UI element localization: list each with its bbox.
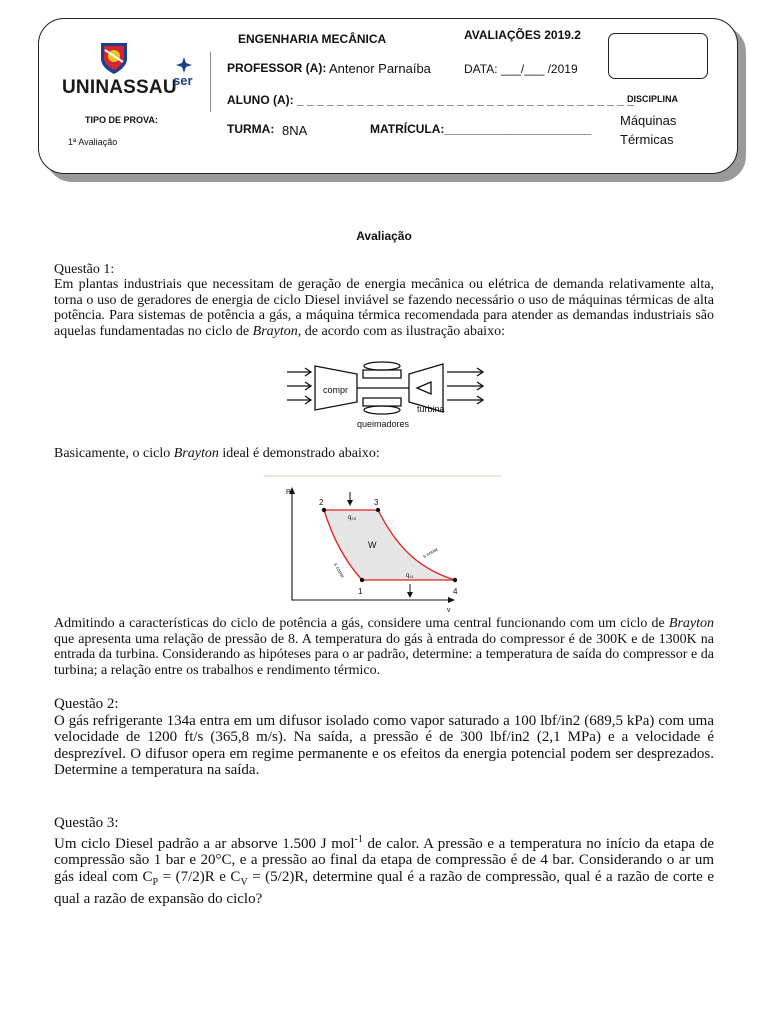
question-3-text (54, 832, 714, 907)
q41-label: q41 (406, 573, 414, 579)
q1-p1-text-end: , de acordo com as ilustração abaixo: (297, 323, 505, 339)
discipline-label: DISCIPLINA (627, 94, 679, 104)
exam-type-value: 1ª Avaliação (68, 137, 118, 147)
axis-v-label: v (447, 607, 451, 614)
discipline-line-1: Máquinas (620, 113, 677, 128)
exam-type-label: TIPO DE PROVA: (85, 115, 158, 125)
class-value: 8NA (282, 123, 308, 138)
brayton-pv-diagram (262, 474, 507, 619)
compressor-label: compr (323, 385, 349, 395)
q1-p1-text: Em plantas industriais que necessitam de geração de energia mecânica ou elétrica de demanda relativamente alta, torna o uso de geradores de energia de ciclo Diesel inviável se fazendo necessário o uso de máquinas térmicas de alta potência. Para sistemas de potência a gás, a máquina térmica recomendada para atender as demandas industriais são aquelas fundamentadas no ciclo de (54, 277, 714, 339)
discipline-code-box (608, 33, 708, 79)
q3-cp-subscript: P (152, 876, 159, 888)
axis-p-label: P (286, 489, 291, 496)
q1-p3-italic: Brayton (668, 616, 714, 631)
q3-text-1: Um ciclo Diesel padrão a ar absorve 1.500 J mol (54, 836, 355, 852)
turbine-label: turbina (417, 404, 445, 414)
point-1-label: 1 (358, 587, 363, 596)
q1-p2-italic: Brayton (173, 446, 219, 461)
exam-header (38, 18, 738, 174)
work-label: W (368, 540, 377, 550)
course-title: ENGENHARIA MECÂNICA (238, 32, 387, 46)
question-2-text: O gás refrigerante 134a entra em um difusor isolado como vapor saturado a 100 lbf/in2 (689,5 kPa) com uma velocidade de 1200 ft/s (365,8 m/s). Na saída, a pressão é de 300 lbf/in2 (2,1 MPa) e a velocidade é desprezível. O difusor opera em regime permanente e os efeitos da energia potencial podem ser desprezados. Determine a temperatura na saída. (54, 713, 714, 778)
q1-p2-text-end: ideal é demonstrado abaixo: (218, 446, 380, 461)
institution-name: UNINASSAU (62, 77, 177, 98)
professor-name: Antenor Parnaíba (329, 61, 431, 76)
q1-p3-text: Admitindo a características do ciclo de potência a gás, considere uma central funcionando com um ciclo de (54, 616, 669, 631)
q3-mol-exponent: -1 (354, 834, 363, 845)
isentropic-compression-label: s const (332, 562, 345, 579)
class-label: TURMA: (227, 122, 275, 136)
date-field[interactable]: DATA: ___/___ /2019 (464, 62, 578, 76)
professor-label: PROFESSOR (A): (227, 61, 327, 75)
question-2-label: Questão 2: (54, 696, 119, 712)
q1-p2-text: Basicamente, o ciclo (54, 446, 174, 461)
gas-turbine-schematic (285, 360, 490, 430)
question-3-label: Questão 3: (54, 815, 119, 831)
logo-divider (210, 52, 211, 112)
q3-text-3: = (7/2)R e C (158, 868, 241, 885)
isentropic-expansion-label: s const (422, 547, 439, 560)
discipline-line-2: Térmicas (620, 132, 674, 147)
q3-text-2: de calor. A pressão e a temperatura no início da etapa de compressão são 1 bar e 20°C, e a pressão ao final da etapa de compressão é de 4 bar. Considerando o ar um gás ideal com C (54, 836, 714, 885)
registration-field[interactable]: MATRÍCULA:______________________ (370, 122, 592, 136)
point-4-label: 4 (453, 587, 458, 596)
point-3-label: 3 (374, 498, 379, 507)
student-field[interactable]: ALUNO (A): _ _ _ _ _ _ _ _ _ _ _ _ _ _ _ _ _ _ _ _ _ _ _ _ _ _ _ _ _ _ _ _ _ _ (227, 93, 634, 107)
q1-p3-text-end: que apresenta uma relação de pressão de 8. A temperatura do gás à entrada do compressor é de 300K e de 1300K na entrada da turbina. Considerando as hipóteses para o ar padrão, determine: a temperatura de saída do compressor e da turbina; a relação entre os trabalhos e rendimento térmico. (54, 631, 714, 678)
q3-cv-subscript: V (240, 876, 248, 888)
question-1-paragraph-2 (54, 446, 714, 462)
ser-star-icon (176, 57, 192, 73)
page-title: Avaliação (356, 229, 412, 243)
burners-label: queimadores (357, 419, 410, 429)
question-1-paragraph-3 (54, 616, 714, 678)
point-2-label: 2 (319, 498, 324, 507)
ser-brand: ser (173, 73, 193, 88)
q23-label: q23 (348, 515, 356, 521)
uninassau-shield-icon (99, 41, 129, 75)
question-1-paragraph-1 (54, 277, 714, 339)
question-1-label: Questão 1: (54, 262, 115, 277)
term-title: AVALIAÇÕES 2019.2 (464, 28, 581, 42)
q3-text-4: = (5/2)R, determine qual é a razão de compressão, qual é a razão de corte e qual a razão de expansão do ciclo? (54, 868, 714, 907)
q1-p1-italic: Brayton (252, 323, 298, 339)
